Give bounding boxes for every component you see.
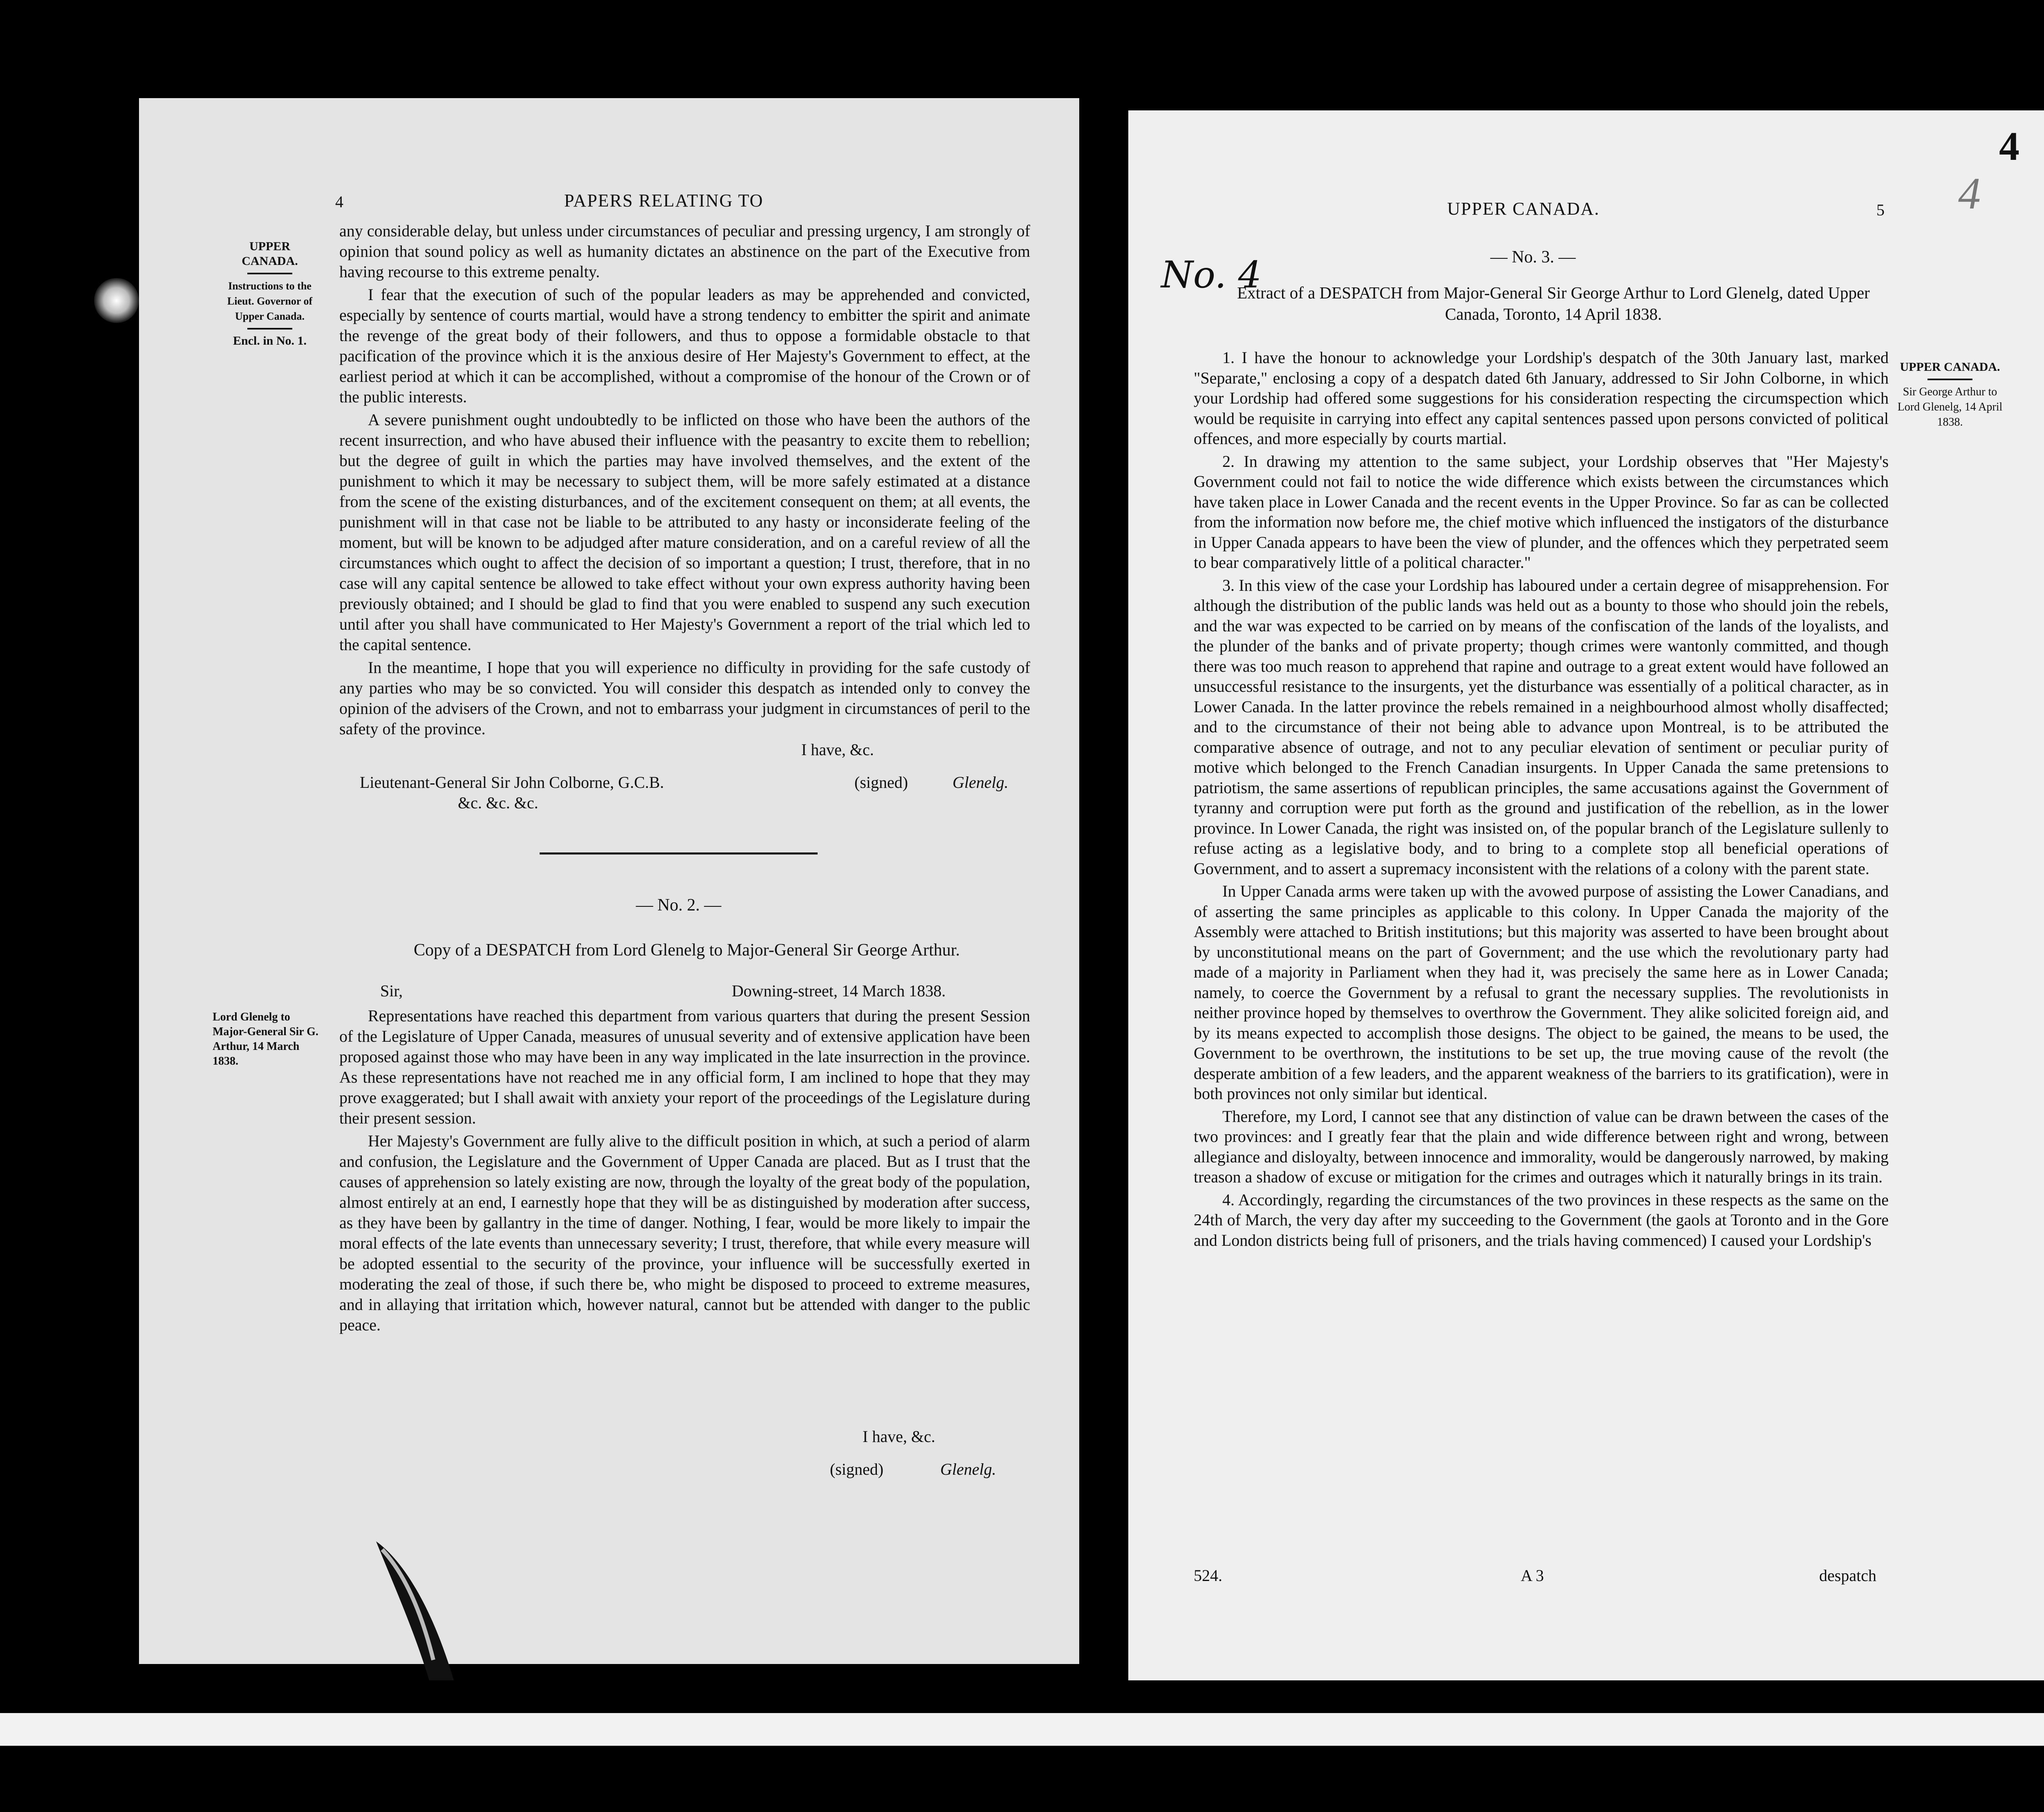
right-paragraph: Therefore, my Lord, I cannot see that any distinction of value can be drawn between the cases of the two provinces: and I greatly fear that the plain and wide difference between right and wrong, between allegiance and disloyalty, between innocence and immorality, would be dangerously narrowed, by making treason a shadow of excuse or mitigation for the crimes and outrages which it naturally brings in its train. [1194,1107,1889,1186]
left-body-part1 [339,221,1030,742]
quill-shadow [368,1537,458,1684]
right-paragraph: 4. Accordingly, regarding the circumstances of the two provinces in these respects as the same on the 24th of March, the very day after my succeeding to the Government (the gaols at Toronto and in the Gore and London districts being full of prisoners, and the trials having commenced) I caused your Lordship's [1194,1190,1889,1249]
section-no-2: — No. 2. — [636,896,722,915]
right-paragraph: 3. In this view of the case your Lordship has laboured under a certain degree of misapprehension. For although the distribution of the public lands was held out as a bounty to those who should join the rebels, and the war was expected to be carried on by means of the confiscation of the lands of the loyalists, and the plunder of the banks and of private property; though crimes were wantonly committed, and though there was too much reason to apprehend that rapine and outrage to a great extent would have followed an unsuccessful resistance to the insurgents, yet the disturbance was essentially of a political character, as in Lower Canada. In the latter province the rebels remained in a neighbourhood almost wholly disaffected; and to the circumstance of their not being able to advance upon Montreal, is to be attributed the comparative absence of outrage, and not to any peculiar elevation of sentiment or peculiar purity of motive which belonged to the French Canadian insurgents. In Upper Canada the same pretensions to patriotism, the same assertions of republican principles, the same accusations against the Government of tyranny and corruption were put forth as the ground and justification of the rebellion, as in the lower province. In Lower Canada, the right was insisted on, of the popular branch of the Legislature sullenly to refuse acting as a legislative body, and to bring to a complete stop all beneficial operations of Government, and to assert a supremacy inconsistent with the relations of a colony with the parent state. [1194,576,1889,878]
right-paragraph: In Upper Canada arms were taken up with the avowed purpose of assisting the Lower Canadians, and of asserting the same principles as applicable to this colony. In Upper Canada the majority of the Assembly were attached to British institutions; but this majority was asserted to have been brought about by unconstitutional means on the part of Government; and the use which the revolutionary party had made of a majority in Parliament when they had it, was precisely the same here as in Lower Canada; namely, to coerce the Government by a refusal to grant the necessary supplies. The revolutionists in neither province hoped by themselves to overthrow the Government. They alike solicited foreign aid, and by its means expected to accomplish those designs. The object to be gained, the means to be used, the Government to be overthrown, the institutions to be set up, the true moving cause of the revolt (the desperate ambition of a few leaders, and the apparent weakness of the barriers to its gratification), were in both provinces not only similar but identical. [1194,882,1889,1103]
section-divider [540,852,818,854]
signer-1: Glenelg. [953,773,1009,792]
copy-title: Copy of a DESPATCH from Lord Glenelg to Major-General Sir George Arthur. [414,941,960,960]
left-paragraph: Her Majesty's Government are fully alive to the difficult position in which, at such a period of alarm and confusion, the Legislature and the Government of Upper Canada are placed. But as I trust that the causes of apprehension so lately existing are now, through the loyalty of the great body of the population, almost entirely at an end, I earnestly hope that they will be as distinguished by moderation after success, as they have been by gallantry in the time of danger. Nothing, I fear, would be more likely to impair the moral effects of the late events than unnecessary severity; I trust, therefore, that while every measure will be adopted essential to the security of the province, your influence will be successfully exerted in moderating the zeal of those, if such there be, who might be disposed to proceed to extreme measures, and in allaying that irritation which, however natural, cannot but be attended with danger to the public peace. [339,1132,1030,1334]
handwritten-annotation: No. 4 [1161,253,1262,296]
right-page-number: 5 [1876,201,1885,219]
signed-label-2: (signed) [830,1460,884,1478]
margin-note-lord-glenelg: Lord Glenelg to Major-General Sir G. Arthur, 14 March 1838. [213,1011,318,1067]
footer-signature-mark: A 3 [1521,1566,1544,1585]
footer-catchword: despatch [1819,1566,1876,1585]
left-paragraph: I fear that the execution of such of the popular leaders as may be apprehended and convicted, especially by sentence of courts martial, would have a strong tendency to embitter the spirit and animate the revenge of the great body of their followers, and thus to oppose a formidable obstacle to that pacification of the province which it is the anxious desire of Her Majesty's Government to effect, at the earliest period at which it can be accomplished, without a compromise of the honour of the Crown or of the public interests. [339,285,1030,406]
margin-note-right-upper-canada: UPPER CANADA. Sir George Arthur to Lord Glenelg, 14 April 1838. [1897,360,2003,428]
closing-1: I have, &c. [801,740,874,759]
margin-note-upper-canada: UPPER CANADA. Instructions to the Lieut. Governor of Upper Canada. Encl. in No. 1. [227,240,313,348]
left-body-part2 [339,1006,1030,1338]
footer-printer-number: 524. [1194,1566,1222,1585]
left-page-number: 4 [335,193,343,211]
signed-label-1: (signed) [854,773,908,792]
left-paragraph: In the meantime, I hope that you will experience no difficulty in providing for the safe custody of any parties who may be so convicted. You will consider this despatch as intended only to convey the opinion of the advisers of the Crown, and not to embarrass your judgment in circumstances of peril to the safety of the province. [339,658,1030,738]
signer-2: Glenelg. [940,1460,996,1478]
pencil-page-number: 4 [1958,168,1981,218]
ink-smudge [94,278,139,323]
left-page-header: PAPERS RELATING TO [564,191,764,211]
bottom-strip [0,1713,2044,1746]
closing-2: I have, &c. [863,1427,935,1446]
right-body [1194,348,1889,1253]
section-no-3: — No. 3. — [1490,248,1576,267]
extract-title: Extract of a DESPATCH from Major-General Sir George Arthur to Lord Glenelg, dated Upper Canada, Toronto, 14 April 1838. [1237,283,1870,323]
left-paragraph: any considerable delay, but unless under circumstances of peculiar and pressing urgency, I am strongly of opinion that sound policy as well as humanity dictates an abstinence on the part of the Executive from having recourse to this extreme penalty. [339,222,1030,281]
corner-page-number: 4 [1999,123,2019,169]
right-paragraph: 2. In drawing my attention to the same subject, your Lordship observes that "Her Majesty's Government could not fail to notice the wide difference which exists between the circumstances which have taken place in Lower Canada and the recent events in the Upper Province. So far as can be collected from the information now before me, the chief motive which influenced the instigators of the disturbance in Upper Canada appears to have been the view of plunder, and the offences which they perpetrated seem to bear comparatively little of a political character." [1194,452,1889,572]
addressee-etc: &c. &c. &c. [458,794,538,812]
right-page-header: UPPER CANADA. [1447,199,1600,219]
right-paragraph: 1. I have the honour to acknowledge your Lordship's despatch of the 30th January last, marked "Separate," enclosing a copy of a despatch dated 6th January, addressed to Sir John Colborne, in which your Lordship had offered some suggestions for his consideration respecting the circumspection which would be requisite in carrying into effect any capital sentences passed upon persons convicted of political offences, and more especially by courts martial. [1194,348,1889,448]
dateline: Downing-street, 14 March 1838. [732,982,946,1000]
left-paragraph: Representations have reached this department from various quarters that during the present Session of the Legislature of Upper Canada, measures of unusual severity and of extensive application have been proposed against those who may have been in any way implicated in the late insurrection in the province. As these representations have not reached me in any official form, I am inclined to hope that they may prove exaggerated; but I shall await with anxiety your report of the proceedings of the Legislature during their present session. [339,1007,1030,1127]
left-paragraph: A severe punishment ought undoubtedly to be inflicted on those who have been the authors of the recent insurrection, and who have abused their influence with the peasantry to excite them to rebellion; but the degree of guilt in which the parties may have involved themselves, and the extent of the punishment to which it may be necessary to subject them, will be more safely estimated at a distance from the scene of the existing disturbances, and of the excitement consequent on them; at all events, the punishment will in that case not be liable to be attributed to any hasty or inconsiderate feeling of the moment, but will be known to be adjudged after mature consideration, and on a careful review of all the circumstances which ought to affect the decision of so important a question; I trust, therefore, that in no case will any capital sentence be allowed to take effect without your own express authority having been previously obtained; and I should be glad to find that you were enabled to suspend any such execution until after you shall have communicated to Her Majesty's Government a report of the trial which led to the capital sentence. [339,410,1030,654]
addressee: Lieutenant-General Sir John Colborne, G.C.B. [360,773,664,792]
salutation: Sir, [380,982,403,1000]
